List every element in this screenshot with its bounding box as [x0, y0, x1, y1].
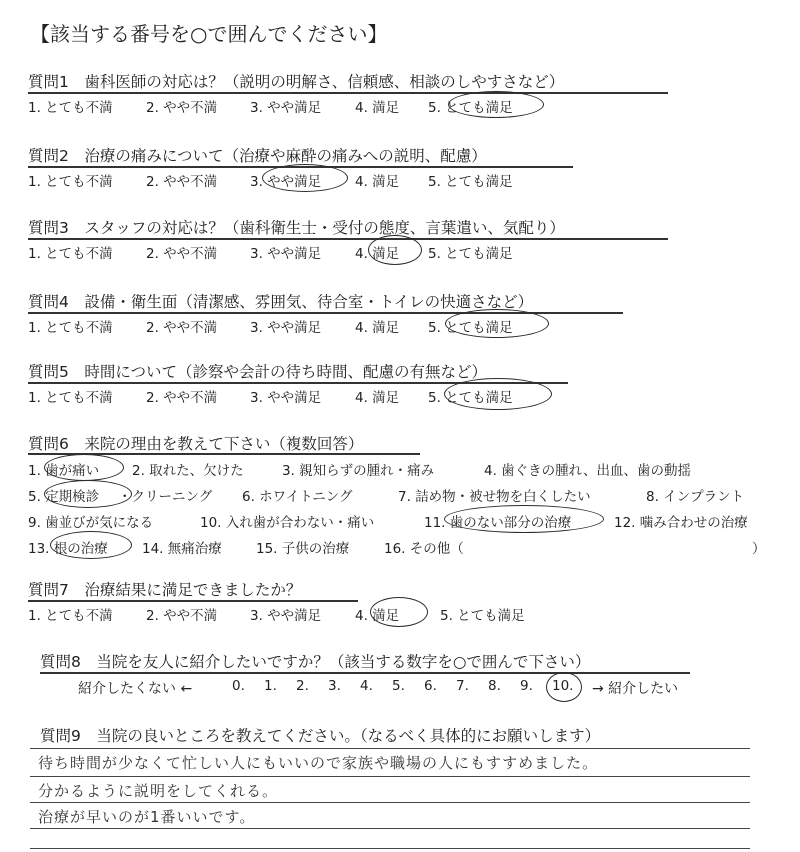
- q4-option-3[interactable]: 3. やや満足: [250, 320, 322, 336]
- q1-option-1[interactable]: 1. とても不満: [28, 100, 113, 116]
- selection-circle: [546, 672, 582, 702]
- q8-score-1[interactable]: 1.: [264, 678, 277, 694]
- question-9-label: 質問9 当院の良いところを教えてください。（なるべく具体的にお願いします）: [40, 727, 601, 745]
- q1-option-3[interactable]: 3. やや満足: [250, 100, 322, 116]
- q4-option-4[interactable]: 4. 満足: [355, 320, 400, 336]
- q1-option-5[interactable]: 5. とても満足: [428, 100, 513, 116]
- q2-option-5[interactable]: 5. とても満足: [428, 174, 513, 190]
- question-3-underline: [28, 238, 668, 240]
- question-4-label: 質問4 設備・衛生面（清潔感、雰囲気、待合室・トイレの快適さなど）: [28, 293, 534, 311]
- q7-option-1[interactable]: 1. とても不満: [28, 608, 113, 624]
- q8-right-label: → 紹介したい: [592, 681, 679, 697]
- q8-score-4[interactable]: 4.: [360, 678, 373, 694]
- page-title: 【該当する番号を○で囲んでください】: [30, 22, 388, 46]
- answer-line-3: 治療が早いのが1番いいです。: [38, 808, 256, 826]
- q6-option-7[interactable]: 7. 詰め物・被せ物を白くしたい: [398, 489, 591, 505]
- q5-option-5[interactable]: 5. とても満足: [428, 390, 513, 406]
- question-3-label: 質問3 スタッフの対応は？（歯科衛生士・受付の態度、言葉遣い、気配り）: [28, 219, 565, 237]
- q2-option-3[interactable]: 3. やや満足: [250, 174, 322, 190]
- q6-option-14[interactable]: 14. 無痛治療: [142, 541, 222, 557]
- q1-option-4[interactable]: 4. 満足: [355, 100, 400, 116]
- q6-option-5-cont[interactable]: ・クリーニング: [118, 489, 213, 505]
- question-6-label: 質問6 来院の理由を教えて下さい（複数回答）: [28, 435, 364, 453]
- q6-other-close: ）: [752, 541, 766, 557]
- q5-option-3[interactable]: 3. やや満足: [250, 390, 322, 406]
- selection-circle: [44, 480, 132, 508]
- q8-score-2[interactable]: 2.: [296, 678, 309, 694]
- question-8-label: 質問8 当院を友人に紹介したいですか？（該当する数字を○で囲んで下さい）: [40, 653, 591, 671]
- q2-option-2[interactable]: 2. やや不満: [146, 174, 218, 190]
- q2-option-1[interactable]: 1. とても不満: [28, 174, 113, 190]
- q6-option-6[interactable]: 6. ホワイトニング: [242, 489, 353, 505]
- selection-circle: [368, 235, 422, 265]
- selection-circle: [370, 597, 428, 627]
- q6-option-12[interactable]: 12. 噛み合わせの治療: [614, 515, 748, 531]
- question-7-underline: [28, 600, 358, 602]
- q8-score-10[interactable]: 10.: [552, 678, 574, 694]
- q7-option-3[interactable]: 3. やや満足: [250, 608, 322, 624]
- selection-circle: [445, 309, 549, 338]
- q7-option-4[interactable]: 4. 満足: [355, 608, 400, 624]
- q8-score-6[interactable]: 6.: [424, 678, 437, 694]
- q6-option-8[interactable]: 8. インプラント: [646, 489, 745, 505]
- q6-option-5[interactable]: 5. 定期検診: [28, 489, 100, 505]
- answer-rule: [30, 828, 750, 829]
- q6-option-4[interactable]: 4. 歯ぐきの腫れ、出血、歯の動揺: [484, 463, 691, 479]
- q5-option-4[interactable]: 4. 満足: [355, 390, 400, 406]
- selection-circle: [444, 505, 604, 533]
- answer-rule: [30, 848, 750, 849]
- question-7-label: 質問7 治療結果に満足できましたか？: [28, 581, 302, 599]
- q3-option-5[interactable]: 5. とても満足: [428, 246, 513, 262]
- answer-rule: [30, 776, 750, 777]
- q6-option-9[interactable]: 9. 歯並びが気になる: [28, 515, 154, 531]
- selection-circle: [262, 164, 348, 192]
- answer-rule: [30, 748, 750, 749]
- q8-score-0[interactable]: 0.: [232, 678, 245, 694]
- q3-option-3[interactable]: 3. やや満足: [250, 246, 322, 262]
- q8-score-3[interactable]: 3.: [328, 678, 341, 694]
- q4-option-5[interactable]: 5. とても満足: [428, 320, 513, 336]
- q4-option-1[interactable]: 1. とても不満: [28, 320, 113, 336]
- q8-score-7[interactable]: 7.: [456, 678, 469, 694]
- q2-option-4[interactable]: 4. 満足: [355, 174, 400, 190]
- q1-option-2[interactable]: 2. やや不満: [146, 100, 218, 116]
- answer-line-1: 待ち時間が少なくて忙しい人にもいいので家族や職場の人にもすすめました。: [38, 754, 599, 772]
- selection-circle: [50, 531, 132, 559]
- answer-line-2: 分かるように説明をしてくれる。: [38, 782, 279, 800]
- selection-circle: [444, 378, 552, 410]
- q8-score-8[interactable]: 8.: [488, 678, 501, 694]
- selection-circle: [44, 454, 124, 481]
- q8-left-label: 紹介したくない ←: [78, 681, 193, 697]
- question-1-label: 質問1 歯科医師の対応は？（説明の明解さ、信頼感、相談のしやすさなど）: [28, 73, 565, 91]
- q6-option-15[interactable]: 15. 子供の治療: [256, 541, 350, 557]
- question-8-underline: [40, 672, 690, 674]
- q5-option-1[interactable]: 1. とても不満: [28, 390, 113, 406]
- q5-option-2[interactable]: 2. やや不満: [146, 390, 218, 406]
- question-1-underline: [28, 92, 668, 94]
- selection-circle: [448, 91, 544, 118]
- q6-option-16[interactable]: 16. その他（: [384, 541, 464, 557]
- q7-option-2[interactable]: 2. やや不満: [146, 608, 218, 624]
- q4-option-2[interactable]: 2. やや不満: [146, 320, 218, 336]
- q8-score-9[interactable]: 9.: [520, 678, 533, 694]
- q6-option-10[interactable]: 10. 入れ歯が合わない・痛い: [200, 515, 375, 531]
- question-5-label: 質問5 時間について（診察や会計の待ち時間、配慮の有無など）: [28, 363, 488, 381]
- q6-option-11[interactable]: 11. 歯のない部分の治療: [424, 515, 572, 531]
- q6-option-2[interactable]: 2. 取れた、欠けた: [132, 463, 244, 479]
- q8-score-5[interactable]: 5.: [392, 678, 405, 694]
- q3-option-4[interactable]: 4. 満足: [355, 246, 400, 262]
- q6-option-13[interactable]: 13. 根の治療: [28, 541, 108, 557]
- q3-option-1[interactable]: 1. とても不満: [28, 246, 113, 262]
- question-2-label: 質問2 治療の痛みについて（治療や麻酔の痛みへの説明、配慮）: [28, 147, 487, 165]
- q6-option-1[interactable]: 1. 歯が痛い: [28, 463, 100, 479]
- answer-rule: [30, 802, 750, 803]
- q7-option-5[interactable]: 5. とても満足: [440, 608, 525, 624]
- q3-option-2[interactable]: 2. やや不満: [146, 246, 218, 262]
- q6-option-3[interactable]: 3. 親知らずの腫れ・痛み: [282, 463, 435, 479]
